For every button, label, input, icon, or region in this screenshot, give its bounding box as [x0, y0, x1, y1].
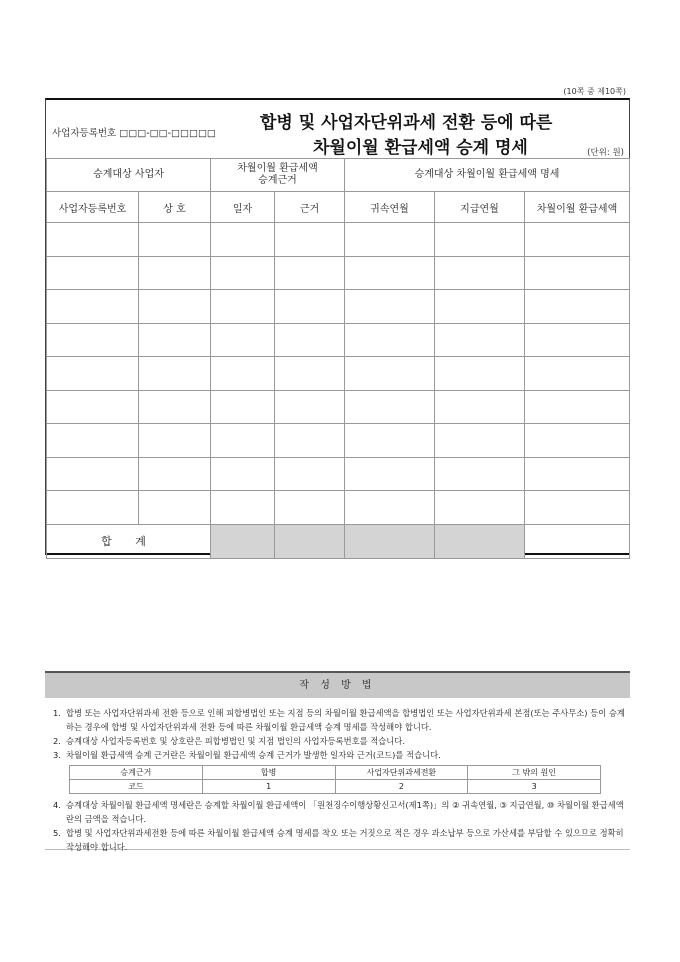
table-cell[interactable] [47, 457, 139, 491]
table-cell[interactable] [211, 357, 275, 391]
instruction-text: 합병 또는 사업자단위과세 전환 등으로 인해 피합병법인 또는 지점 등의 차월이월 환급세액을 합병법인 또는 사업자단위과세 본점(또는 주사무소) 등이 승계하는 경우에 합병 및 사업자단위과세 전환 등에 따른 차월이월 환급세액 승계 명세를 작성해야 합니다. [66, 708, 625, 732]
code-table-value: 1 [202, 780, 335, 794]
group-header-detail: 승계대상 차월이월 환급세액 명세 [345, 159, 630, 192]
table-cell[interactable] [525, 491, 630, 525]
table-cell[interactable] [275, 323, 345, 357]
table-cell[interactable] [525, 357, 630, 391]
table-cell[interactable] [139, 457, 211, 491]
table-cell[interactable] [345, 256, 435, 290]
total-label: 합 계 [47, 524, 211, 558]
code-table-header: 사업자단위과세전환 [335, 766, 468, 780]
column-header: 지급연월 [435, 192, 525, 223]
table-cell[interactable] [435, 457, 525, 491]
form-title-line1: 합병 및 사업자단위과세 전환 등에 따른 [260, 113, 553, 133]
table-cell[interactable] [211, 390, 275, 424]
table-cell[interactable] [275, 457, 345, 491]
table-cell[interactable] [211, 457, 275, 491]
unit-label: (단위: 원) [587, 148, 624, 158]
instruction-text: 승계대상 차월이월 환급세액 명세란은 승계할 차월이월 환급세액이 「원천징수이행상황신고서(제1쪽)」의 ② 귀속연월, ③ 지급연월, ⑩ 차월이월 환급세액란의 금액을 적습니다. [66, 800, 624, 824]
group-header-basis-line1: 차월이월 환급세액 [237, 163, 318, 174]
instruction-number: 5. [53, 828, 61, 838]
table-row [47, 457, 630, 491]
bizno-label: 사업자등록번호 [52, 128, 117, 139]
table-cell[interactable] [47, 323, 139, 357]
column-header: 근거 [275, 192, 345, 223]
table-cell[interactable] [525, 424, 630, 458]
table-cell[interactable] [47, 491, 139, 525]
table-row [47, 290, 630, 324]
table-cell[interactable] [525, 390, 630, 424]
instruction-item [53, 798, 630, 826]
table-cell[interactable] [435, 357, 525, 391]
table-cell[interactable] [275, 357, 345, 391]
column-header: 일자 [211, 192, 275, 223]
table-cell[interactable] [435, 323, 525, 357]
table-cell[interactable] [211, 491, 275, 525]
form-main [45, 98, 630, 555]
table-cell[interactable] [211, 223, 275, 257]
table-row [47, 323, 630, 357]
column-header: 차월이월 환급세액 [525, 192, 630, 223]
total-cell-attr-month [345, 524, 435, 558]
table-cell[interactable] [345, 357, 435, 391]
table-cell[interactable] [139, 223, 211, 257]
form-header [46, 100, 629, 159]
table-cell[interactable] [345, 323, 435, 357]
table-cell[interactable] [345, 491, 435, 525]
table-cell[interactable] [47, 390, 139, 424]
instruction-text: 차월이월 환급세액 승계 근거란은 차월이월 환급세액 승계 근거가 발생한 일자와 근거(코드)를 적습니다. [66, 750, 441, 760]
table-cell[interactable] [211, 323, 275, 357]
table-cell[interactable] [435, 390, 525, 424]
code-table-value: 3 [468, 780, 601, 794]
table-cell[interactable] [139, 491, 211, 525]
instructions-body [45, 698, 630, 850]
table-row [47, 491, 630, 525]
table-cell[interactable] [275, 223, 345, 257]
bizno-input-boxes[interactable]: □□□-□□-□□□□□ [119, 128, 216, 139]
total-cell-date [211, 524, 275, 558]
table-cell[interactable] [47, 256, 139, 290]
instruction-text: 승계대상 사업자등록번호 및 상호란은 피합병법인 및 지점 법인의 사업자등록번호를 적습니다. [66, 736, 405, 746]
table-cell[interactable] [435, 424, 525, 458]
table-cell[interactable] [525, 323, 630, 357]
code-table-value: 2 [335, 780, 468, 794]
bizno-label-area [52, 125, 216, 139]
group-header-basis [211, 159, 345, 192]
instruction-item [53, 826, 630, 854]
code-table-value: 코드 [70, 780, 203, 794]
table-cell[interactable] [525, 256, 630, 290]
instruction-item [53, 734, 630, 748]
table-cell[interactable] [139, 390, 211, 424]
table-cell[interactable] [211, 290, 275, 324]
table-cell[interactable] [139, 323, 211, 357]
table-cell[interactable] [435, 491, 525, 525]
table-cell[interactable] [275, 390, 345, 424]
group-header-successor: 승계대상 사업자 [47, 159, 211, 192]
table-cell[interactable] [211, 424, 275, 458]
table-cell[interactable] [139, 290, 211, 324]
column-header: 사업자등록번호 [47, 192, 139, 223]
column-header: 귀속연월 [345, 192, 435, 223]
table-cell[interactable] [47, 424, 139, 458]
instruction-text: 합병 및 사업자단위과세전환 등에 따른 차월이월 환급세액 승계 명세를 착오 또는 거짓으로 적은 경우 과소납부 등으로 가산세를 부담할 수 있으므로 정확히 작성해야 합니다. [66, 828, 624, 852]
instruction-number: 2. [53, 736, 61, 746]
table-cell[interactable] [275, 256, 345, 290]
instruction-item [53, 706, 630, 734]
table-cell[interactable] [435, 256, 525, 290]
table-cell[interactable] [47, 290, 139, 324]
table-cell[interactable] [139, 357, 211, 391]
table-cell[interactable] [345, 424, 435, 458]
table-row [47, 424, 630, 458]
table-cell[interactable] [47, 357, 139, 391]
table-row [47, 223, 630, 257]
code-table-header: 그 밖의 원인 [468, 766, 601, 780]
table-cell[interactable] [345, 390, 435, 424]
instruction-item [53, 748, 630, 762]
table-cell[interactable] [525, 457, 630, 491]
group-header-basis-line2: 승계근거 [258, 175, 297, 186]
table-row [47, 256, 630, 290]
table-row [47, 390, 630, 424]
column-header: 상 호 [139, 192, 211, 223]
table-cell[interactable] [275, 424, 345, 458]
table-cell[interactable] [435, 223, 525, 257]
instruction-number: 4. [53, 800, 61, 810]
total-cell-basis [275, 524, 345, 558]
total-cell-refund[interactable] [525, 524, 630, 558]
code-table-header: 합병 [202, 766, 335, 780]
table-cell[interactable] [525, 290, 630, 324]
table-cell[interactable] [525, 223, 630, 257]
table-cell[interactable] [139, 424, 211, 458]
instructions-section [45, 671, 630, 850]
table-cell[interactable] [275, 491, 345, 525]
table-row [47, 357, 630, 391]
total-cell-pay-month [435, 524, 525, 558]
instruction-number: 1. [53, 708, 61, 718]
table-cell[interactable] [435, 290, 525, 324]
table-cell[interactable] [345, 290, 435, 324]
instruction-number: 3. [53, 750, 61, 760]
table-cell[interactable] [275, 290, 345, 324]
table-cell[interactable] [345, 457, 435, 491]
table-cell[interactable] [211, 256, 275, 290]
page-indicator: (10쪽 중 제10쪽) [563, 87, 626, 96]
table-cell[interactable] [47, 223, 139, 257]
code-table-header: 승계근거 [70, 766, 203, 780]
code-table [69, 765, 601, 794]
form-title-line2: 차월이월 환급세액 승계 명세 [313, 138, 528, 158]
table-cell[interactable] [139, 256, 211, 290]
table-cell[interactable] [345, 223, 435, 257]
succession-table [46, 158, 630, 559]
instructions-heading: 작 성 방 법 [45, 671, 630, 698]
